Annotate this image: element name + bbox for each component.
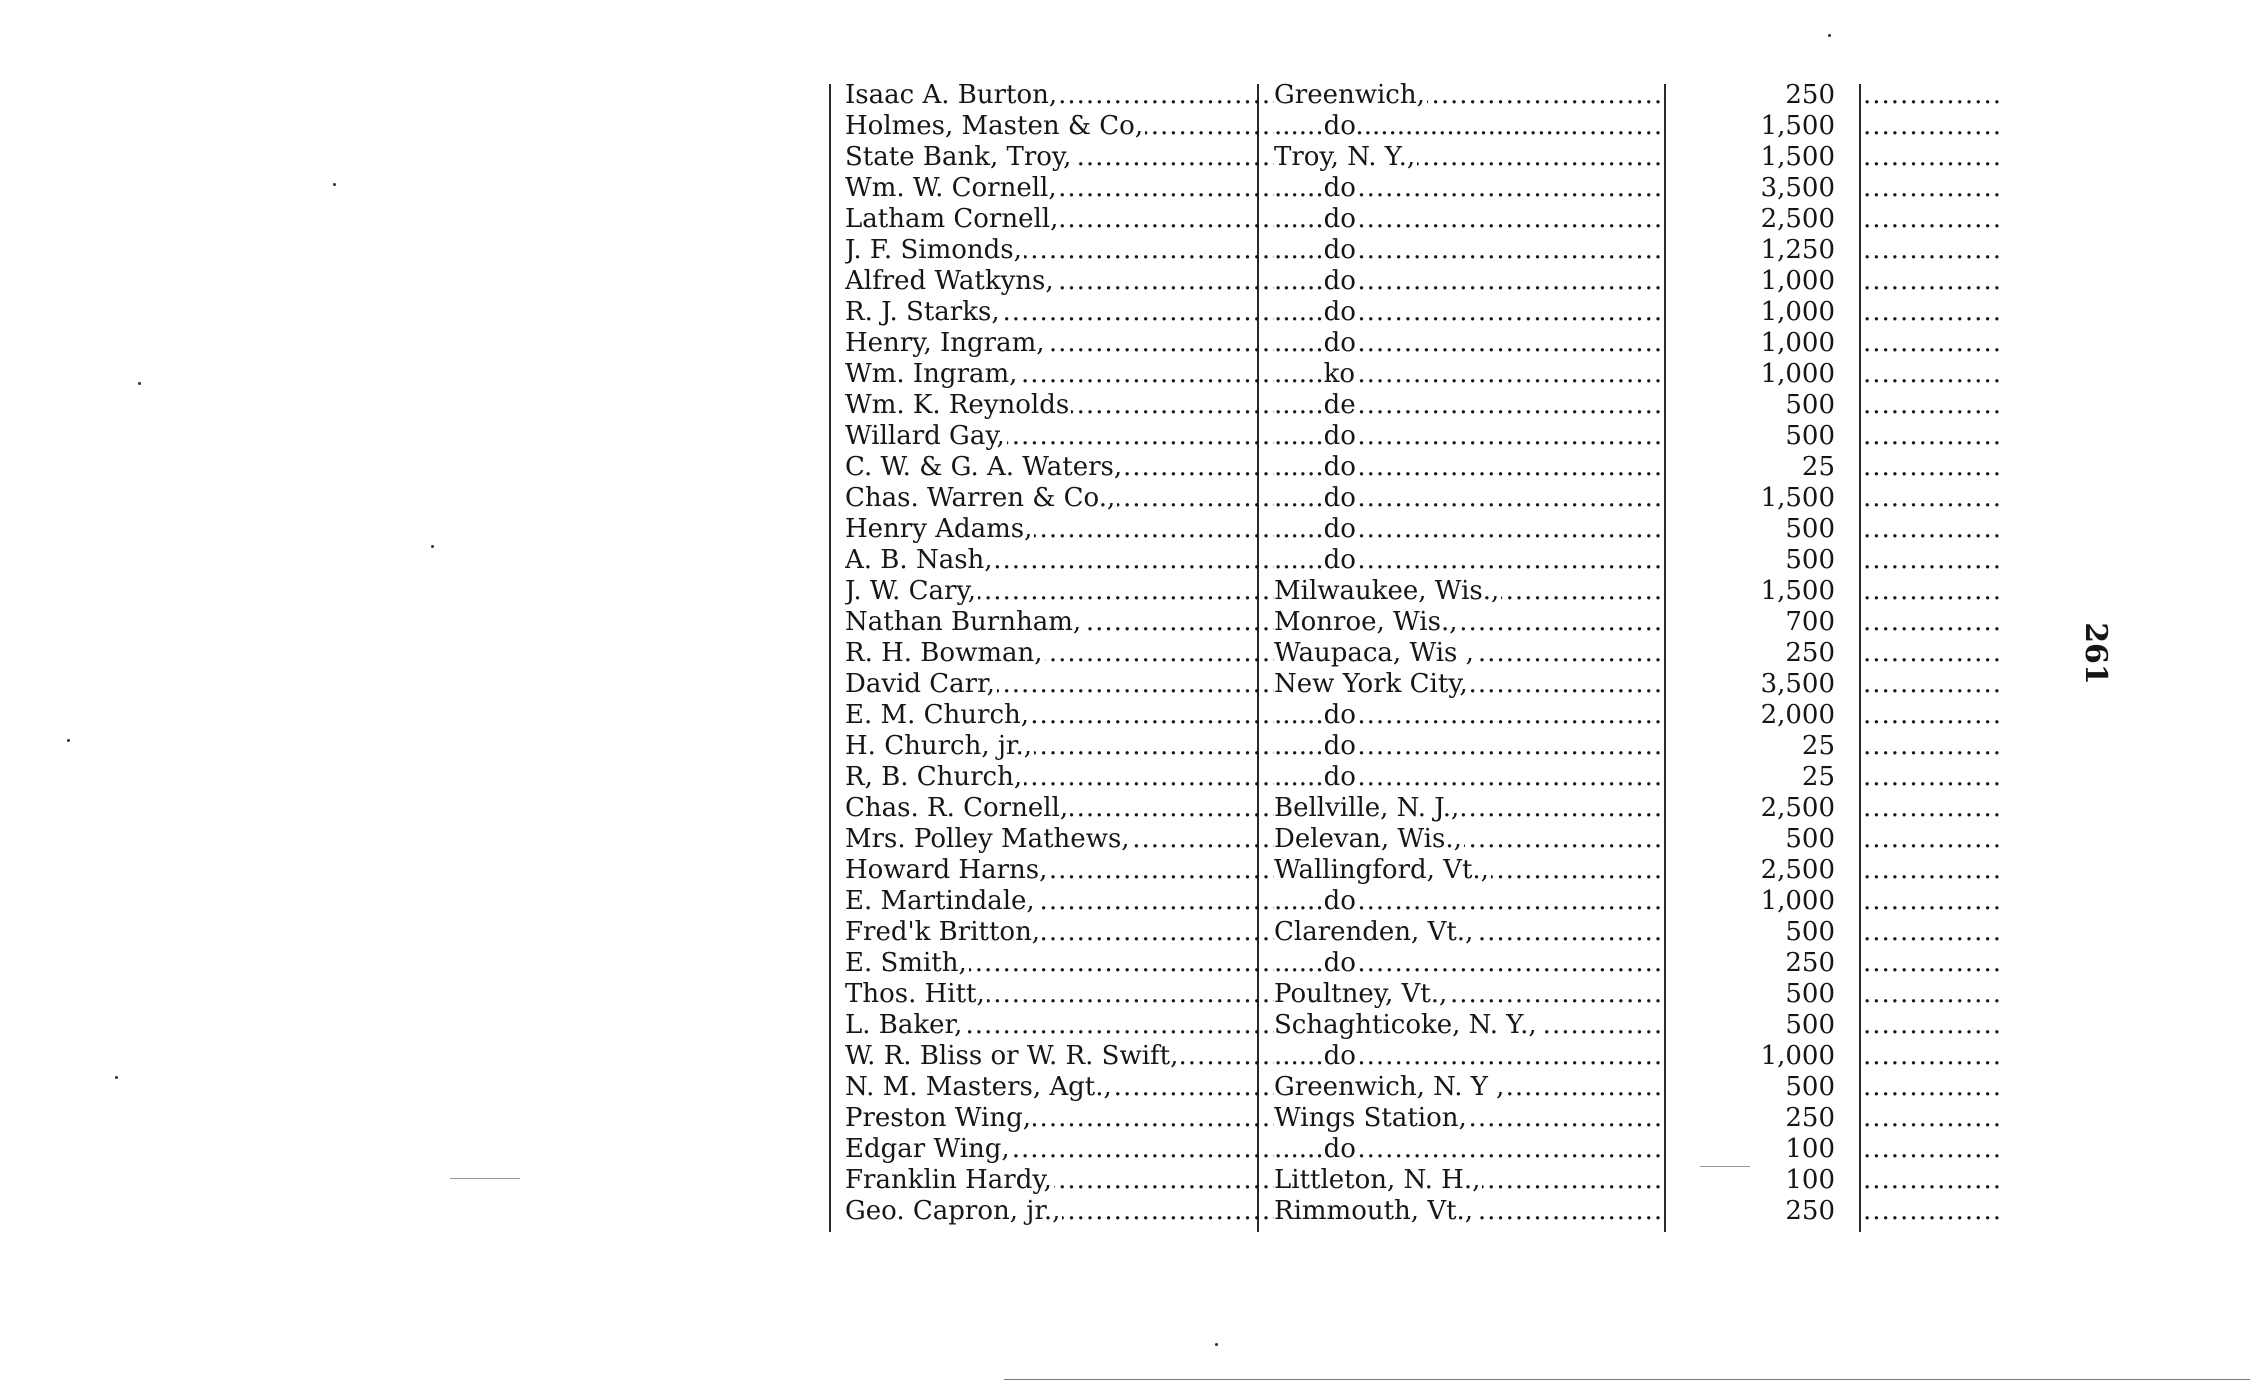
row-place: ......do <box>1274 483 1356 513</box>
row-empty-column: ............... <box>1863 1196 2002 1226</box>
row-name: Willard Gay, <box>845 421 1005 451</box>
stray-mark <box>1700 1166 1750 1167</box>
row-name: A. B. Nash, <box>845 545 993 575</box>
table-row <box>829 731 2029 762</box>
row-amount: 500 <box>1785 1072 1835 1102</box>
row-empty-column: ............... <box>1863 483 2002 513</box>
row-amount: 100 <box>1785 1134 1835 1164</box>
table-row <box>829 421 2029 452</box>
page-number: 261 <box>2077 622 2113 685</box>
row-name-cell <box>845 1041 1277 1072</box>
table-row <box>829 607 2029 638</box>
table-row <box>829 266 2029 297</box>
row-place-cell <box>1274 421 1663 452</box>
table-row <box>829 173 2029 204</box>
table-row <box>829 1196 2029 1227</box>
row-place: ......do <box>1274 204 1356 234</box>
row-empty-column: ............... <box>1863 266 2002 296</box>
row-empty-column: ............... <box>1863 793 2002 823</box>
row-name-cell <box>845 390 1277 421</box>
row-amount: 1,000 <box>1760 1041 1835 1071</box>
row-place-cell <box>1274 1134 1663 1165</box>
row-name-cell <box>845 1134 1277 1165</box>
row-empty-column: ............... <box>1863 235 2002 265</box>
row-name: L. Baker, <box>845 1010 963 1040</box>
table-row <box>829 793 2029 824</box>
row-place-cell <box>1274 235 1663 266</box>
row-name-cell <box>845 731 1277 762</box>
row-amount: 1,000 <box>1760 886 1835 916</box>
row-amount: 25 <box>1801 452 1835 482</box>
row-place: ......do <box>1274 235 1356 265</box>
row-empty-column: ............... <box>1863 917 2002 947</box>
row-name-cell <box>845 483 1277 514</box>
row-amount: 1,000 <box>1760 359 1835 389</box>
row-empty-column: ............... <box>1863 731 2002 761</box>
row-place-cell <box>1274 855 1663 886</box>
row-amount: 500 <box>1785 390 1835 420</box>
table-row <box>829 1010 2029 1041</box>
row-name-cell <box>845 142 1277 173</box>
row-empty-column: ............... <box>1863 514 2002 544</box>
row-name: J. W. Cary, <box>845 576 976 606</box>
row-place: Rimmouth, Vt., <box>1274 1196 1474 1226</box>
table-row <box>829 545 2029 576</box>
ink-speck <box>1215 1343 1218 1346</box>
row-name-cell <box>845 855 1277 886</box>
row-name-cell <box>845 979 1277 1010</box>
row-empty-column: ............... <box>1863 1010 2002 1040</box>
row-empty-column: ............... <box>1863 576 2002 606</box>
row-place: Clarenden, Vt., <box>1274 917 1474 947</box>
row-name-cell <box>845 1103 1277 1134</box>
table-row <box>829 762 2029 793</box>
row-amount: 25 <box>1801 731 1835 761</box>
row-place-cell <box>1274 514 1663 545</box>
row-name: Geo. Capron, jr., <box>845 1196 1061 1226</box>
row-amount: 500 <box>1785 979 1835 1009</box>
table-row <box>829 1165 2029 1196</box>
row-name: R. H. Bowman, <box>845 638 1043 668</box>
row-place-cell <box>1274 111 1663 142</box>
row-name: Fred'k Britton, <box>845 917 1041 947</box>
table-row <box>829 328 2029 359</box>
row-place-cell <box>1274 483 1663 514</box>
row-amount: 250 <box>1785 80 1835 110</box>
row-name-cell <box>845 886 1277 917</box>
row-place-cell <box>1274 731 1663 762</box>
row-name: Mrs. Polley Mathews, <box>845 824 1130 854</box>
row-name-cell <box>845 793 1277 824</box>
row-empty-column: ............... <box>1863 886 2002 916</box>
row-name: E. Smith, <box>845 948 967 978</box>
row-empty-column: ............... <box>1863 359 2002 389</box>
row-name-cell <box>845 359 1277 390</box>
row-name: E. Martindale, <box>845 886 1035 916</box>
row-place-cell <box>1274 359 1663 390</box>
row-empty-column: ............... <box>1863 142 2002 172</box>
row-place-cell <box>1274 1010 1663 1041</box>
row-place-cell <box>1274 545 1663 576</box>
row-name-cell <box>845 111 1277 142</box>
row-name: Holmes, Masten & Co, <box>845 111 1144 141</box>
row-place-cell <box>1274 607 1663 638</box>
row-name: R, B. Church, <box>845 762 1023 792</box>
row-place-cell <box>1274 824 1663 855</box>
row-empty-column: ............... <box>1863 607 2002 637</box>
row-place: ......do <box>1274 1134 1356 1164</box>
row-place: Poultney, Vt., <box>1274 979 1448 1009</box>
row-amount: 3,500 <box>1760 173 1835 203</box>
row-place-cell <box>1274 1072 1663 1103</box>
row-amount: 1,500 <box>1760 111 1835 141</box>
row-place-cell <box>1274 638 1663 669</box>
row-empty-column: ............... <box>1863 979 2002 1009</box>
row-place: ......do <box>1274 452 1356 482</box>
table-row <box>829 80 2029 111</box>
table-row <box>829 1134 2029 1165</box>
row-name: Henry, Ingram, <box>845 328 1045 358</box>
row-name-cell <box>845 576 1277 607</box>
row-place: ......do <box>1274 514 1356 544</box>
row-place: ......ko <box>1274 359 1355 389</box>
row-amount: 1,500 <box>1760 576 1835 606</box>
row-amount: 500 <box>1785 514 1835 544</box>
row-name: Edgar Wing, <box>845 1134 1010 1164</box>
row-empty-column: ............... <box>1863 762 2002 792</box>
table-row <box>829 917 2029 948</box>
row-place-cell <box>1274 1196 1663 1227</box>
table-row <box>829 700 2029 731</box>
row-place: Milwaukee, Wis., <box>1274 576 1500 606</box>
row-empty-column: ............... <box>1863 638 2002 668</box>
row-amount: 500 <box>1785 917 1835 947</box>
row-name: State Bank, Troy, <box>845 142 1072 172</box>
row-name-cell <box>845 948 1277 979</box>
table-row <box>829 576 2029 607</box>
row-place: Schaghticoke, N. Y., <box>1274 1010 1537 1040</box>
row-name-cell <box>845 1165 1277 1196</box>
row-amount: 1,500 <box>1760 483 1835 513</box>
row-place-cell <box>1274 917 1663 948</box>
table-row <box>829 483 2029 514</box>
row-place-cell <box>1274 266 1663 297</box>
row-place: ......do <box>1274 545 1356 575</box>
row-name-cell <box>845 762 1277 793</box>
ink-speck <box>115 1076 118 1079</box>
row-name: W. R. Bliss or W. R. Swift, <box>845 1041 1179 1071</box>
row-empty-column: ............... <box>1863 1134 2002 1164</box>
row-place: ......do <box>1274 421 1356 451</box>
row-place: Waupaca, Wis , <box>1274 638 1474 668</box>
row-amount: 3,500 <box>1760 669 1835 699</box>
table-row <box>829 1072 2029 1103</box>
table-row <box>829 1103 2029 1134</box>
row-place: Greenwich, N. Y , <box>1274 1072 1505 1102</box>
row-place-cell <box>1274 1103 1663 1134</box>
row-place-cell <box>1274 142 1663 173</box>
row-amount: 1,000 <box>1760 328 1835 358</box>
table-row <box>829 948 2029 979</box>
table-row <box>829 886 2029 917</box>
row-name: Preston Wing, <box>845 1103 1031 1133</box>
row-place-cell <box>1274 328 1663 359</box>
table-row <box>829 452 2029 483</box>
row-name-cell <box>845 917 1277 948</box>
table-row <box>829 824 2029 855</box>
row-name: E. M. Church, <box>845 700 1030 730</box>
row-place: Monroe, Wis., <box>1274 607 1458 637</box>
row-empty-column: ............... <box>1863 1041 2002 1071</box>
row-place-cell <box>1274 948 1663 979</box>
row-place: ......do <box>1274 731 1356 761</box>
table-row <box>829 235 2029 266</box>
row-name-cell <box>845 1010 1277 1041</box>
row-empty-column: ............... <box>1863 700 2002 730</box>
ink-speck <box>1828 34 1831 37</box>
row-empty-column: ............... <box>1863 669 2002 699</box>
table-row <box>829 669 2029 700</box>
row-name: Nathan Burnham, <box>845 607 1082 637</box>
row-place: Wallingford, Vt., <box>1274 855 1489 885</box>
row-name-cell <box>845 638 1277 669</box>
row-name: J. F. Simonds, <box>845 235 1022 265</box>
row-name: David Carr, <box>845 669 995 699</box>
row-name-cell <box>845 545 1277 576</box>
row-place-cell <box>1274 204 1663 235</box>
row-amount: 250 <box>1785 1196 1835 1226</box>
row-amount: 1,250 <box>1760 235 1835 265</box>
row-place-cell <box>1274 173 1663 204</box>
row-amount: 500 <box>1785 824 1835 854</box>
row-name: Alfred Watkyns, <box>845 266 1054 296</box>
table-row <box>829 111 2029 142</box>
row-place-cell <box>1274 762 1663 793</box>
row-amount: 250 <box>1785 948 1835 978</box>
row-name: N. M. Masters, Agt., <box>845 1072 1112 1102</box>
row-place: ......do <box>1274 762 1356 792</box>
ink-speck <box>67 739 70 742</box>
row-name: Howard Harns, <box>845 855 1048 885</box>
row-place-cell <box>1274 576 1663 607</box>
row-place: ......do <box>1274 328 1356 358</box>
row-place-cell <box>1274 80 1663 111</box>
row-amount: 500 <box>1785 1010 1835 1040</box>
row-empty-column: ............... <box>1863 297 2002 327</box>
row-name-cell <box>845 421 1277 452</box>
row-amount: 1,500 <box>1760 142 1835 172</box>
row-place: ......do........................... <box>1274 111 1579 141</box>
row-place: Troy, N. Y., <box>1274 142 1416 172</box>
row-name: Chas. R. Cornell, <box>845 793 1069 823</box>
row-place: ......do <box>1274 948 1356 978</box>
row-place-cell <box>1274 452 1663 483</box>
row-name-cell <box>845 1196 1277 1227</box>
row-place-cell <box>1274 886 1663 917</box>
row-name-cell <box>845 1072 1277 1103</box>
row-name: Wm. Ingram, <box>845 359 1018 389</box>
table-row <box>829 638 2029 669</box>
row-empty-column: ............... <box>1863 855 2002 885</box>
row-amount: 100 <box>1785 1165 1835 1195</box>
ledger-table <box>829 80 2029 1232</box>
row-amount: 2,500 <box>1760 204 1835 234</box>
ink-speck <box>333 183 336 186</box>
row-amount: 2,000 <box>1760 700 1835 730</box>
row-name: H. Church, jr., <box>845 731 1033 761</box>
row-place: ......do <box>1274 173 1356 203</box>
row-name: Chas. Warren & Co., <box>845 483 1116 513</box>
row-amount: 25 <box>1801 762 1835 792</box>
row-empty-column: ............... <box>1863 173 2002 203</box>
row-amount: 1,000 <box>1760 297 1835 327</box>
row-name-cell <box>845 204 1277 235</box>
row-amount: 700 <box>1785 607 1835 637</box>
row-place: Greenwich, <box>1274 80 1425 110</box>
row-name: C. W. & G. A. Waters, <box>845 452 1123 482</box>
ink-speck <box>138 382 141 385</box>
table-row <box>829 204 2029 235</box>
row-amount: 250 <box>1785 638 1835 668</box>
row-empty-column: ............... <box>1863 824 2002 854</box>
row-name-cell <box>845 80 1277 111</box>
row-place: Littleton, N. H., <box>1274 1165 1481 1195</box>
row-empty-column: ............... <box>1863 1072 2002 1102</box>
row-name: Isaac A. Burton, <box>845 80 1058 110</box>
row-name: Franklin Hardy, <box>845 1165 1052 1195</box>
row-name-cell <box>845 514 1277 545</box>
table-row <box>829 979 2029 1010</box>
row-empty-column: ............... <box>1863 545 2002 575</box>
row-name: R. J. Starks, <box>845 297 1000 327</box>
row-place-cell <box>1274 1165 1663 1196</box>
row-name-cell <box>845 328 1277 359</box>
table-row <box>829 297 2029 328</box>
row-place: New York City, <box>1274 669 1468 699</box>
row-place-cell <box>1274 700 1663 731</box>
row-name: Wm. K. Reynolds <box>845 390 1070 420</box>
row-place: ......de <box>1274 390 1356 420</box>
table-row <box>829 142 2029 173</box>
row-place: Delevan, Wis., <box>1274 824 1462 854</box>
row-amount: 2,500 <box>1760 855 1835 885</box>
row-empty-column: ............... <box>1863 328 2002 358</box>
row-empty-column: ............... <box>1863 452 2002 482</box>
row-place-cell <box>1274 390 1663 421</box>
row-empty-column: ............... <box>1863 390 2002 420</box>
row-amount: 250 <box>1785 1103 1835 1133</box>
row-name-cell <box>845 607 1277 638</box>
row-name: Henry Adams, <box>845 514 1033 544</box>
row-empty-column: ............... <box>1863 421 2002 451</box>
row-name-cell <box>845 173 1277 204</box>
row-name-cell <box>845 669 1277 700</box>
row-amount: 1,000 <box>1760 266 1835 296</box>
row-empty-column: ............... <box>1863 80 2002 110</box>
row-place: ......do <box>1274 1041 1356 1071</box>
row-empty-column: ............... <box>1863 1165 2002 1195</box>
row-place: ......do <box>1274 700 1356 730</box>
row-place-cell <box>1274 297 1663 328</box>
row-place-cell <box>1274 1041 1663 1072</box>
ink-speck <box>431 545 434 548</box>
row-place: ......do <box>1274 297 1356 327</box>
row-name-cell <box>845 824 1277 855</box>
row-amount: 500 <box>1785 545 1835 575</box>
row-place: Bellville, N. J., <box>1274 793 1460 823</box>
stray-mark <box>450 1178 520 1179</box>
table-row <box>829 514 2029 545</box>
table-row <box>829 359 2029 390</box>
row-name: Thos. Hitt, <box>845 979 985 1009</box>
row-empty-column: ............... <box>1863 1103 2002 1133</box>
row-place-cell <box>1274 793 1663 824</box>
row-place: Wings Station, <box>1274 1103 1467 1133</box>
row-empty-column: ............... <box>1863 948 2002 978</box>
row-place: ......do <box>1274 266 1356 296</box>
row-name: Wm. W. Cornell, <box>845 173 1057 203</box>
row-name-cell <box>845 266 1277 297</box>
row-place: ......do <box>1274 886 1356 916</box>
row-empty-column: ............... <box>1863 204 2002 234</box>
row-name: Latham Cornell, <box>845 204 1059 234</box>
row-name-cell <box>845 452 1277 483</box>
row-place-cell <box>1274 979 1663 1010</box>
row-name-cell <box>845 700 1277 731</box>
row-name-cell <box>845 235 1277 266</box>
row-empty-column: ............... <box>1863 111 2002 141</box>
table-row <box>829 855 2029 886</box>
row-place-cell <box>1274 669 1663 700</box>
row-name-cell <box>845 297 1277 328</box>
table-row <box>829 1041 2029 1072</box>
row-amount: 500 <box>1785 421 1835 451</box>
row-amount: 2,500 <box>1760 793 1835 823</box>
table-row <box>829 390 2029 421</box>
